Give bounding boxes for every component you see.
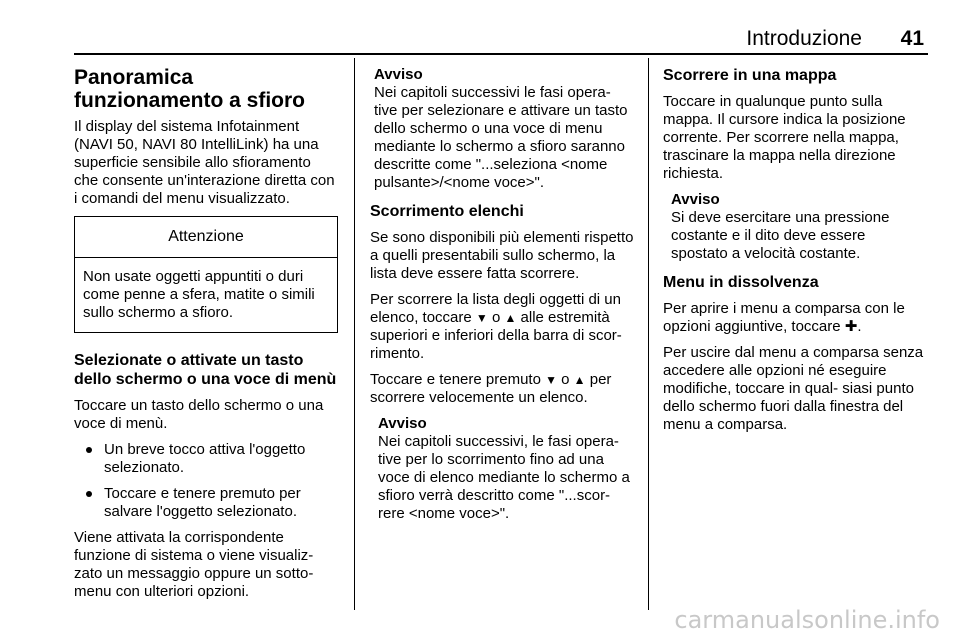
notice-box [663,191,925,263]
bullet-item: Un breve tocco attiva l'oggetto selezionato. [74,441,338,477]
header-rule [74,53,928,55]
closing-paragraph: Viene attivata la corrispondente funzione di sistema o viene visualiz‐ zato un messaggio oppure un sotto‐ menu con ulteriori opzioni. [74,529,314,600]
heading-fade-menu: Menu in dissolvenza [663,274,819,291]
notice-title: Avviso [378,415,427,432]
warning-box [74,216,338,333]
bullet-list [74,441,338,521]
notice-title: Avviso [374,66,423,83]
up-arrow-icon: ▲ [573,373,586,387]
notice-title: Avviso [671,191,720,208]
up-arrow-icon: ▲ [504,311,517,325]
plus-icon: ✚ [844,318,858,335]
down-arrow-icon: ▼ [475,311,488,325]
notice-text: Nei capitoli successivi, le fasi opera‐ tive per lo scorrimento fino ad una voce di elenco mediante lo schermo a sfioro verrà descritto come "...scor‐ rere <nome voce>". [378,433,630,522]
page-number: 41 [900,27,924,50]
notice-box [370,415,634,523]
warning-text: Non usate oggetti appuntiti o duri come penne a sfera, matite o simili sullo schermo a sfioro. [83,268,315,321]
column-2 [370,66,634,533]
fade-paragraph-2: Per uscire dal menu a comparsa senza accedere alle opzioni né eseguire modifiche, toccare in qual‐ siasi punto dello schermo fuori dalla finestra del menu a comparsa. [663,344,924,433]
notice-text: Nei capitoli successivi le fasi opera‐ tive per selezionare e attivare un tasto dello schermo o una voce di menu mediante lo schermo a sfioro saranno descritte come "...seleziona <nome pulsante>/<nome voce>". [374,84,628,191]
fade-paragraph-1: Per aprire i menu a comparsa con le opzioni aggiuntive, toccare ✚. [663,300,905,335]
watermark: carmanualsonline.info [674,606,940,634]
heading-touch-overview: Panoramica funzionamento a sfioro [74,66,305,112]
select-paragraph: Toccare un tasto dello schermo o una voce di menù. [74,397,324,432]
notice-box [370,66,634,192]
notice-text: Si deve esercitare una pressione costante e il dito deve essere spostato a velocità costante. [671,209,890,262]
column-divider-2 [648,58,649,610]
heading-scroll-map: Scorrere in una mappa [663,67,837,84]
page-header [74,26,930,52]
scroll-paragraph-2: Per scorrere la lista degli oggetti di un elenco, toccare ▼ o ▲ alle estremità superiori e inferiori della barra di scor‐ rimento. [370,291,622,362]
column-1 [74,66,338,609]
header-title: Introduzione [746,27,862,50]
heading-scroll-lists: Scorrimento elenchi [370,203,524,220]
heading-select-activate: Selezionate o attivate un tasto dello schermo o una voce di menù [74,352,337,388]
down-arrow-icon: ▼ [545,373,557,387]
bullet-item: Toccare e tenere premuto per salvare l'oggetto selezionato. [74,485,338,521]
warning-title: Attenzione [75,217,337,258]
scroll-paragraph-1: Se sono disponibili più elementi rispetto a quelli presentabili sullo schermo, la lista deve essere fatta scorrere. [370,229,634,282]
column-3 [663,66,925,442]
column-divider-1 [354,58,355,610]
scroll-paragraph-3: Toccare e tenere premuto ▼ o ▲ per scorrere velocemente un elenco. [370,371,612,406]
intro-paragraph: Il display del sistema Infotainment (NAVI 50, NAVI 80 IntelliLink) ha una superficie sensibile allo sfioramento che consente un'interazione diretta con i comandi del menu visualizzato. [74,118,335,207]
map-paragraph: Toccare in qualunque punto sulla mappa. Il cursore indica la posizione corrente. Per scorrere nella mappa, trascinare la mappa nella direzione richiesta. [663,93,906,182]
